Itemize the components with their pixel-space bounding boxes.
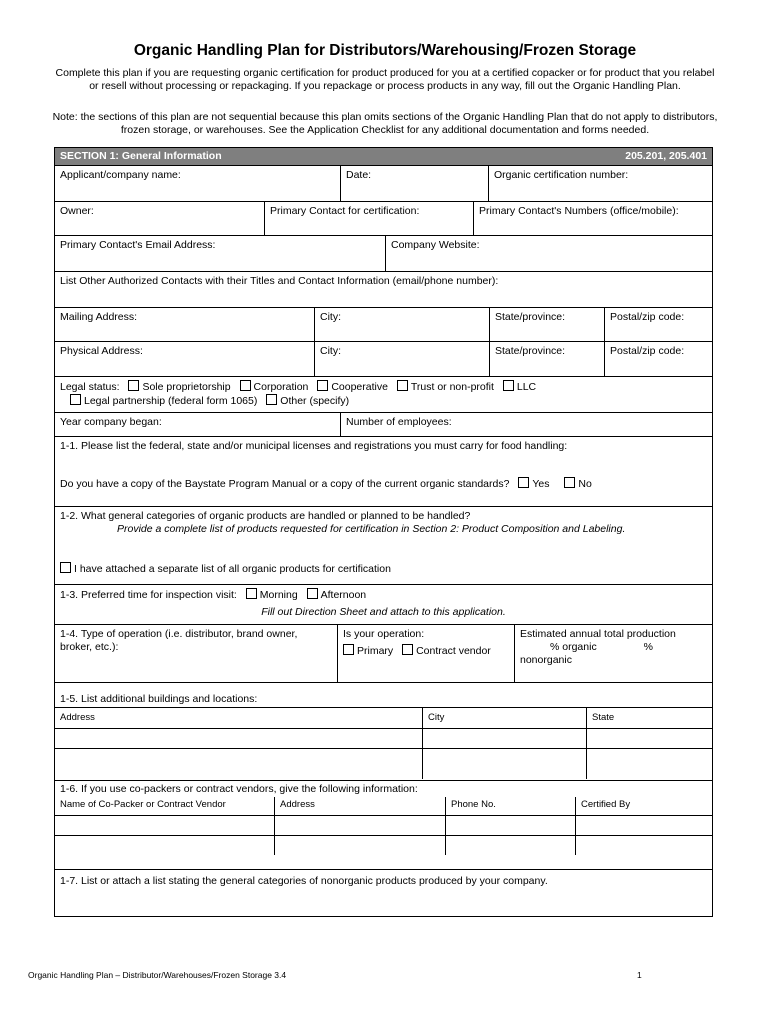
licenses-question: 1-1. Please list the federal, state and/or municipal licenses and registrations you must carry for food handling:	[60, 440, 568, 452]
sole-proprietorship-checkbox[interactable]	[128, 380, 139, 391]
manual-question: Do you have a copy of the Baystate Program Manual or a copy of the current organic standards?	[60, 478, 510, 490]
address-column-header: Address	[60, 712, 95, 723]
organic-percent-label: % organic	[550, 641, 597, 653]
physical-city-field[interactable]: City:	[314, 342, 489, 376]
vendor-name-input[interactable]	[55, 836, 274, 855]
table-row	[55, 815, 712, 835]
address-input[interactable]	[55, 729, 422, 748]
date-field[interactable]: Date:	[340, 166, 488, 201]
copackers-question: 1-6. If you use co-packers or contract vendors, give the following information:	[55, 780, 712, 797]
vendor-address-input[interactable]	[274, 836, 445, 855]
vendor-phone-header: Phone No.	[445, 797, 575, 815]
vendor-name-input[interactable]	[55, 816, 274, 835]
address-input[interactable]	[55, 749, 422, 779]
trust-nonprofit-checkbox[interactable]	[397, 380, 408, 391]
categories-instruction: Provide a complete list of products requested for certification in Section 2: Product Composition and Labeling.	[117, 523, 626, 535]
buildings-table	[55, 707, 712, 780]
attached-list-checkbox[interactable]	[60, 562, 71, 573]
checkbox-label: Afternoon	[320, 589, 367, 601]
cooperative-checkbox[interactable]	[317, 380, 328, 391]
vendor-phone-input[interactable]	[445, 816, 575, 835]
categories-question: 1-2. What general categories of organic products are handled or planned to be handled?	[60, 510, 471, 522]
city-input[interactable]	[422, 749, 586, 779]
yes-checkbox[interactable]	[518, 477, 529, 488]
question-1-3	[55, 584, 712, 624]
checkbox-label: Cooperative	[331, 381, 388, 393]
nonorganic-percent-sign: %	[643, 641, 653, 653]
table-row	[55, 708, 712, 728]
state-input[interactable]	[586, 749, 712, 779]
table-row	[55, 748, 712, 779]
owner-field[interactable]: Owner:	[60, 205, 94, 217]
production-estimate-cell	[514, 625, 712, 682]
checkbox-label: Sole proprietorship	[142, 381, 231, 393]
legal-partnership-checkbox[interactable]	[70, 394, 81, 405]
other-contacts-field[interactable]: List Other Authorized Contacts with their Titles and Contact Information (email/phone number):	[60, 275, 499, 287]
primary-checkbox[interactable]	[343, 644, 354, 655]
checkbox-label: Contract vendor	[416, 645, 491, 657]
nonorganic-categories-question[interactable]: 1-7. List or attach a list stating the general categories of nonorganic products produced by your company.	[55, 869, 712, 916]
checkbox-label: LLC	[516, 381, 537, 393]
table-row	[55, 728, 712, 748]
state-input[interactable]	[586, 729, 712, 748]
certification-number-field[interactable]: Organic certification number:	[488, 166, 712, 201]
checkbox-label: Morning	[259, 589, 298, 601]
checkbox-label: No	[578, 478, 592, 490]
checkbox-label: I have attached a separate list of all organic products for certification	[74, 563, 391, 575]
morning-checkbox[interactable]	[246, 588, 257, 599]
mailing-postal-field[interactable]: Postal/zip code:	[604, 308, 712, 341]
llc-checkbox[interactable]	[503, 380, 514, 391]
afternoon-checkbox[interactable]	[307, 588, 318, 599]
section-title: SECTION 1: General Information	[60, 150, 222, 162]
contract-vendor-checkbox[interactable]	[402, 644, 413, 655]
checkbox-label: Other (specify)	[280, 395, 350, 407]
legal-status-row	[55, 376, 712, 412]
general-information-form	[54, 147, 713, 917]
physical-postal-field[interactable]: Postal/zip code:	[604, 342, 712, 376]
website-field[interactable]: Company Website:	[385, 236, 712, 271]
checkbox-label: Corporation	[253, 381, 309, 393]
direction-sheet-note: Fill out Direction Sheet and attach to this application.	[261, 606, 506, 618]
operation-question: Is your operation:	[343, 628, 425, 640]
email-field[interactable]: Primary Contact's Email Address:	[60, 239, 216, 251]
operation-kind-cell	[337, 625, 514, 682]
legal-status-label: Legal status:	[60, 381, 120, 393]
checkbox-label: Primary	[357, 645, 394, 657]
certified-by-header: Certified By	[575, 797, 712, 815]
checkbox-label: Yes	[532, 478, 550, 490]
state-column-header: State	[586, 708, 712, 728]
physical-address-field[interactable]: Physical Address:	[60, 345, 143, 357]
vendor-address-input[interactable]	[274, 816, 445, 835]
table-row	[55, 797, 712, 815]
section-reference: 205.201, 205.401	[625, 150, 707, 162]
inspection-time-question: 1-3. Preferred time for inspection visit:	[60, 589, 237, 601]
corporation-checkbox[interactable]	[240, 380, 251, 391]
question-1-2	[55, 506, 712, 584]
footer-text: Organic Handling Plan – Distributor/Warehouses/Frozen Storage 3.4	[28, 970, 287, 980]
question-1-1	[55, 436, 712, 506]
section-header	[55, 148, 712, 165]
vendor-address-header: Address	[274, 797, 445, 815]
mailing-state-field[interactable]: State/province:	[489, 308, 604, 341]
city-column-header: City	[422, 708, 586, 728]
note-text: Note: the sections of this plan are not sequential because this plan omits sections of the Organic Handling Plan that do not apply to distributors, frozen storage, or warehouses. See the Application Checklist for any additional documentation and forms needed.	[52, 111, 718, 136]
physical-state-field[interactable]: State/province:	[489, 342, 604, 376]
intro-text: Complete this plan if you are requesting organic certification for product produced for you at a certified copacker or for product that you relabel or resell without processing or repackaging. If you repackage or process products in any way, fill out the Organic Handling Plan.	[55, 67, 715, 92]
checkbox-label: Trust or non-profit	[410, 381, 494, 393]
mailing-city-field[interactable]: City:	[314, 308, 489, 341]
buildings-question: 1-5. List additional buildings and locations:	[55, 682, 712, 707]
mailing-address-field[interactable]: Mailing Address:	[60, 311, 138, 323]
operation-type-field[interactable]: 1-4. Type of operation (i.e. distributor, brand owner, broker, etc.):	[60, 628, 298, 653]
page-title: Organic Handling Plan for Distributors/Warehousing/Frozen Storage	[133, 42, 637, 59]
certified-by-input[interactable]	[575, 816, 712, 835]
nonorganic-label: nonorganic	[520, 654, 572, 666]
primary-contact-numbers-field[interactable]: Primary Contact's Numbers (office/mobile):	[473, 202, 712, 235]
employees-field[interactable]: Number of employees:	[340, 413, 712, 436]
vendor-phone-input[interactable]	[445, 836, 575, 855]
table-row	[55, 835, 712, 855]
city-input[interactable]	[422, 729, 586, 748]
year-began-field[interactable]: Year company began:	[60, 416, 162, 428]
other-legal-checkbox[interactable]	[266, 394, 277, 405]
certified-by-input[interactable]	[575, 836, 712, 855]
primary-contact-field[interactable]: Primary Contact for certification:	[264, 202, 473, 235]
production-estimate-label: Estimated annual total production	[520, 628, 676, 640]
applicant-field[interactable]: Applicant/company name:	[60, 169, 181, 181]
copackers-table	[55, 797, 712, 869]
vendor-name-header: Name of Co-Packer or Contract Vendor	[60, 799, 226, 810]
page-number: 1	[637, 970, 642, 980]
checkbox-label: Legal partnership (federal form 1065)	[84, 395, 258, 407]
no-checkbox[interactable]	[564, 477, 575, 488]
